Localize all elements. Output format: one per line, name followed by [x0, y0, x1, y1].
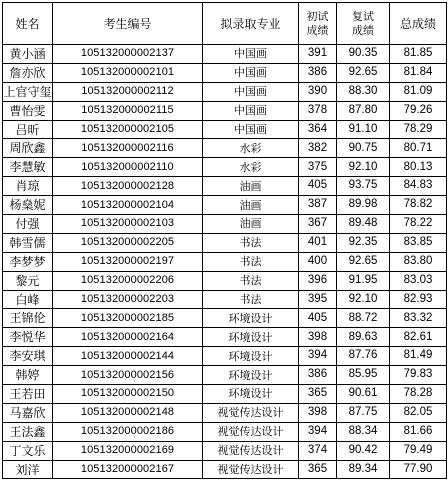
cell-initial-score: 374 — [299, 441, 337, 460]
cell-name: 王锦伦 — [3, 309, 53, 328]
cell-total-score: 79.49 — [390, 441, 447, 460]
cell-major: 环境设计 — [203, 328, 299, 347]
header-retest-score — [337, 3, 390, 45]
cell-major: 环境设计 — [203, 309, 299, 328]
cell-major: 水彩 — [203, 158, 299, 177]
cell-major: 视觉传达设计 — [203, 403, 299, 422]
cell-total-score: 77.90 — [390, 460, 447, 479]
cell-major: 书法 — [203, 252, 299, 271]
cell-retest-score: 87.76 — [337, 347, 390, 366]
cell-initial-score: 367 — [299, 215, 337, 234]
cell-retest-score: 88.72 — [337, 309, 390, 328]
table-row — [3, 233, 447, 252]
cell-retest-score: 90.42 — [337, 441, 390, 460]
cell-initial-score: 395 — [299, 290, 337, 309]
cell-total-score: 82.93 — [390, 290, 447, 309]
cell-name: 李悦华 — [3, 328, 53, 347]
header-row — [3, 3, 447, 45]
cell-name: 黄小涵 — [3, 45, 53, 64]
cell-total-score: 80.71 — [390, 139, 447, 158]
cell-initial-score: 387 — [299, 196, 337, 215]
cell-major: 中国画 — [203, 45, 299, 64]
header-major: 拟录取专业 — [203, 3, 299, 45]
cell-name: 韩雪儒 — [3, 233, 53, 252]
cell-initial-score: 396 — [299, 271, 337, 290]
cell-retest-score: 89.63 — [337, 328, 390, 347]
cell-name: 付强 — [3, 215, 53, 234]
cell-exam-id: 105132000002203 — [53, 290, 203, 309]
cell-retest-score: 93.75 — [337, 177, 390, 196]
cell-name: 白峰 — [3, 290, 53, 309]
header-retest-score-line2: 成绩 — [352, 23, 374, 37]
cell-exam-id: 105132000002197 — [53, 252, 203, 271]
cell-initial-score: 364 — [299, 120, 337, 139]
cell-total-score: 79.26 — [390, 101, 447, 120]
cell-exam-id: 105132000002105 — [53, 120, 203, 139]
cell-exam-id: 105132000002164 — [53, 328, 203, 347]
table-row — [3, 177, 447, 196]
cell-retest-score: 88.34 — [337, 422, 390, 441]
table-row — [3, 101, 447, 120]
table-row — [3, 422, 447, 441]
cell-exam-id: 105132000002206 — [53, 271, 203, 290]
table-row — [3, 347, 447, 366]
cell-initial-score: 405 — [299, 309, 337, 328]
cell-exam-id: 105132000002185 — [53, 309, 203, 328]
cell-name: 李慧敏 — [3, 158, 53, 177]
table-row — [3, 158, 447, 177]
cell-name: 上官守玺 — [3, 82, 53, 101]
cell-exam-id: 105132000002115 — [53, 101, 203, 120]
table-row — [3, 309, 447, 328]
cell-initial-score: 398 — [299, 403, 337, 422]
cell-major: 视觉传达设计 — [203, 422, 299, 441]
cell-exam-id: 105132000002205 — [53, 233, 203, 252]
cell-total-score: 81.85 — [390, 45, 447, 64]
table-row — [3, 63, 447, 82]
cell-initial-score: 394 — [299, 422, 337, 441]
table-row — [3, 328, 447, 347]
cell-name: 黎元 — [3, 271, 53, 290]
cell-retest-score: 91.95 — [337, 271, 390, 290]
cell-retest-score: 92.10 — [337, 290, 390, 309]
cell-exam-id: 105132000002156 — [53, 366, 203, 385]
cell-retest-score: 87.80 — [337, 101, 390, 120]
cell-total-score: 78.82 — [390, 196, 447, 215]
table-row — [3, 460, 447, 479]
header-initial-score-line1: 初试 — [306, 9, 329, 23]
table-row — [3, 196, 447, 215]
cell-major: 水彩 — [203, 139, 299, 158]
cell-exam-id: 105132000002103 — [53, 215, 203, 234]
table-row — [3, 271, 447, 290]
table-row — [3, 252, 447, 271]
cell-total-score: 83.03 — [390, 271, 447, 290]
cell-major: 视觉传达设计 — [203, 441, 299, 460]
table-row — [3, 290, 447, 309]
table-header — [3, 3, 447, 45]
cell-initial-score: 365 — [299, 460, 337, 479]
cell-total-score: 83.85 — [390, 233, 447, 252]
header-initial-score — [299, 3, 337, 45]
header-total-score: 总成绩 — [390, 3, 447, 45]
cell-retest-score: 92.65 — [337, 63, 390, 82]
cell-name: 周欣鑫 — [3, 139, 53, 158]
cell-retest-score: 90.35 — [337, 45, 390, 64]
cell-major: 中国画 — [203, 82, 299, 101]
cell-initial-score: 365 — [299, 385, 337, 404]
cell-total-score: 83.32 — [390, 309, 447, 328]
cell-retest-score: 89.48 — [337, 215, 390, 234]
table-row — [3, 45, 447, 64]
cell-total-score: 78.29 — [390, 120, 447, 139]
cell-total-score: 81.84 — [390, 63, 447, 82]
cell-initial-score: 382 — [299, 139, 337, 158]
cell-exam-id: 105132000002104 — [53, 196, 203, 215]
cell-initial-score: 398 — [299, 328, 337, 347]
cell-name: 马嘉欣 — [3, 403, 53, 422]
cell-total-score: 82.05 — [390, 403, 447, 422]
cell-exam-id: 105132000002150 — [53, 385, 203, 404]
cell-major: 油画 — [203, 177, 299, 196]
cell-major: 书法 — [203, 290, 299, 309]
table-row — [3, 366, 447, 385]
table-row — [3, 139, 447, 158]
cell-major: 视觉传达设计 — [203, 460, 299, 479]
cell-initial-score: 378 — [299, 101, 337, 120]
cell-exam-id: 105132000002101 — [53, 63, 203, 82]
cell-retest-score: 91.10 — [337, 120, 390, 139]
cell-exam-id: 105132000002144 — [53, 347, 203, 366]
cell-exam-id: 105132000002167 — [53, 460, 203, 479]
cell-name: 韩婷 — [3, 366, 53, 385]
cell-exam-id: 105132000002186 — [53, 422, 203, 441]
cell-retest-score: 92.35 — [337, 233, 390, 252]
cell-name: 吕昕 — [3, 120, 53, 139]
cell-total-score: 82.61 — [390, 328, 447, 347]
cell-initial-score: 405 — [299, 177, 337, 196]
cell-major: 中国画 — [203, 63, 299, 82]
cell-initial-score: 386 — [299, 63, 337, 82]
cell-major: 环境设计 — [203, 385, 299, 404]
cell-total-score: 78.28 — [390, 385, 447, 404]
cell-name: 李安琪 — [3, 347, 53, 366]
cell-exam-id: 105132000002148 — [53, 403, 203, 422]
cell-total-score: 83.80 — [390, 252, 447, 271]
cell-exam-id: 105132000002128 — [53, 177, 203, 196]
cell-name: 王法鑫 — [3, 422, 53, 441]
cell-retest-score: 85.95 — [337, 366, 390, 385]
table-row — [3, 403, 447, 422]
cell-name: 王若田 — [3, 385, 53, 404]
cell-retest-score: 92.10 — [337, 158, 390, 177]
cell-major: 中国画 — [203, 101, 299, 120]
header-retest-score-line1: 复试 — [352, 9, 374, 23]
cell-name: 李梦梦 — [3, 252, 53, 271]
cell-name: 詹亦欣 — [3, 63, 53, 82]
cell-total-score: 81.09 — [390, 82, 447, 101]
table-row — [3, 82, 447, 101]
table-row — [3, 441, 447, 460]
cell-retest-score: 88.30 — [337, 82, 390, 101]
cell-retest-score: 90.61 — [337, 385, 390, 404]
table-row — [3, 120, 447, 139]
cell-retest-score: 92.65 — [337, 252, 390, 271]
cell-retest-score: 89.98 — [337, 196, 390, 215]
cell-exam-id: 105132000002169 — [53, 441, 203, 460]
cell-initial-score: 386 — [299, 366, 337, 385]
header-initial-score-line2: 成绩 — [306, 23, 329, 37]
cell-total-score: 81.49 — [390, 347, 447, 366]
cell-initial-score: 375 — [299, 158, 337, 177]
cell-major: 油画 — [203, 215, 299, 234]
cell-exam-id: 105132000002110 — [53, 158, 203, 177]
cell-major: 中国画 — [203, 120, 299, 139]
cell-major: 油画 — [203, 196, 299, 215]
cell-total-score: 79.83 — [390, 366, 447, 385]
cell-name: 丁文乐 — [3, 441, 53, 460]
cell-major: 书法 — [203, 271, 299, 290]
cell-total-score: 81.66 — [390, 422, 447, 441]
admission-results-table — [2, 2, 447, 479]
cell-exam-id: 105132000002112 — [53, 82, 203, 101]
cell-initial-score: 391 — [299, 45, 337, 64]
cell-exam-id: 105132000002116 — [53, 139, 203, 158]
header-exam-id: 考生编号 — [53, 3, 203, 45]
cell-name: 杨燊妮 — [3, 196, 53, 215]
cell-major: 书法 — [203, 233, 299, 252]
cell-initial-score: 401 — [299, 233, 337, 252]
cell-major: 环境设计 — [203, 347, 299, 366]
cell-name: 刘洋 — [3, 460, 53, 479]
cell-total-score: 80.13 — [390, 158, 447, 177]
cell-major: 环境设计 — [203, 366, 299, 385]
cell-initial-score: 394 — [299, 347, 337, 366]
cell-total-score: 78.22 — [390, 215, 447, 234]
cell-total-score: 84.83 — [390, 177, 447, 196]
cell-name: 肖琼 — [3, 177, 53, 196]
header-name: 姓名 — [3, 3, 53, 45]
cell-name: 曹怡雯 — [3, 101, 53, 120]
cell-retest-score: 89.34 — [337, 460, 390, 479]
table-row — [3, 215, 447, 234]
table-row — [3, 385, 447, 404]
cell-retest-score: 90.75 — [337, 139, 390, 158]
cell-initial-score: 390 — [299, 82, 337, 101]
cell-exam-id: 105132000002137 — [53, 45, 203, 64]
cell-initial-score: 400 — [299, 252, 337, 271]
cell-retest-score: 87.75 — [337, 403, 390, 422]
table-body — [3, 45, 447, 479]
